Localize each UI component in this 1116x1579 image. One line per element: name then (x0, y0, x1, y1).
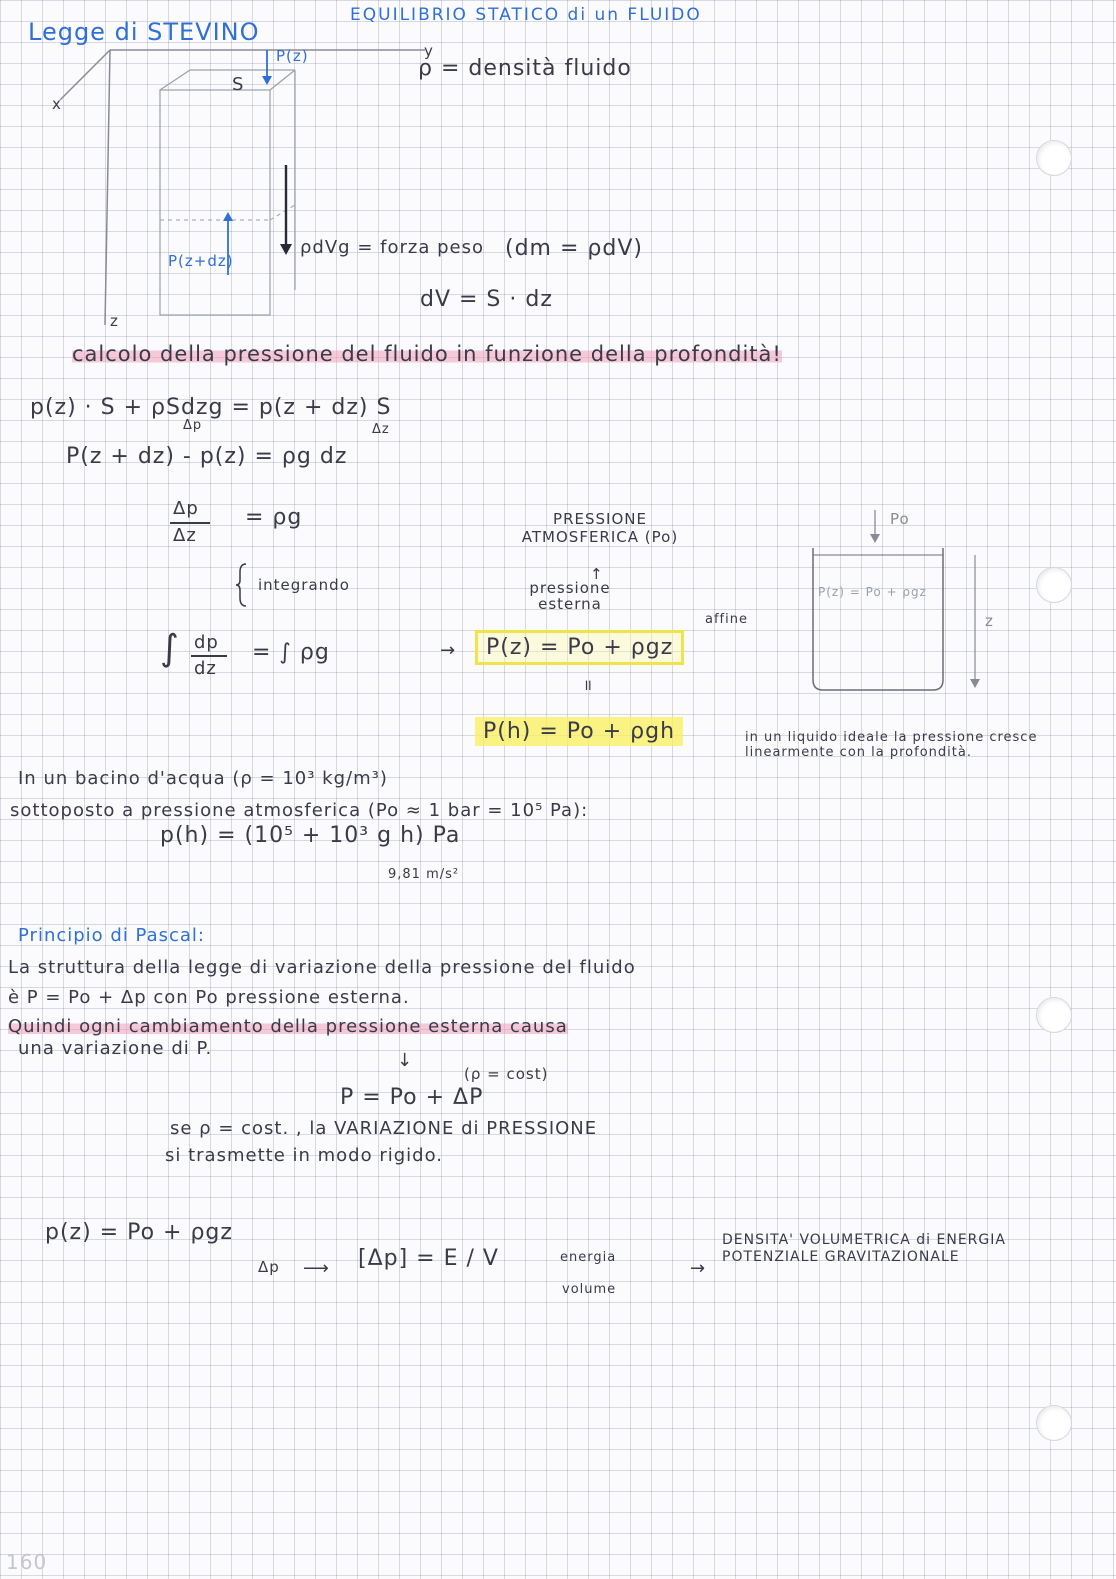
right-arrow-2: → (690, 1258, 707, 1279)
example-line-2: sottoposto a pressione atmosferica (Po ≈ 1 bar = 10⁵ Pa): (10, 800, 589, 821)
integral-fraction-bar (191, 655, 227, 657)
page-number: 160 (6, 1550, 48, 1574)
integral-numerator: dp (194, 632, 219, 653)
example-formula: p(h) = (10⁵ + 10³ g h) Pa (160, 823, 461, 848)
boxed-result: P(z) = Po + ρgz (475, 630, 684, 665)
binder-hole (1036, 1405, 1072, 1441)
fraction-denominator: Δz (173, 525, 197, 546)
pascal-line-1: La struttura della legge di variazione della pressione del fluido (8, 957, 636, 978)
fraction-bar (170, 522, 210, 524)
z-axis-label: z (110, 312, 119, 330)
weight-force: ρdVg = forza peso (300, 237, 484, 258)
down-arrow: ↓ (397, 1050, 414, 1071)
integral-sign: ∫ (160, 628, 180, 669)
external-pressure-note: pressione esterna (529, 579, 611, 613)
atmospheric-pressure: PRESSIONE ATMOSFERICA (Po) (521, 510, 679, 546)
container-pressure-label: P(z) = Po + ρgz (818, 585, 927, 599)
volume-definition: dV = S · dz (420, 287, 553, 312)
result-depth: P(h) = Po + ρgh (475, 717, 683, 746)
pascal-line-4: una variazione di P. (18, 1038, 213, 1059)
container-z: z (985, 612, 994, 630)
integral-denominator: dz (194, 658, 217, 679)
dimensional-analysis: [Δp] = E / V (358, 1246, 499, 1271)
binder-hole (1036, 567, 1072, 603)
equation-force-balance: p(z) · S + ρSdzg = p(z + dz) S (30, 395, 392, 420)
pressure-top-label: P(z) (276, 47, 309, 65)
density-definition: ρ = densità fluido (418, 56, 632, 81)
page-title: Legge di STEVINO (28, 18, 260, 46)
up-arrow: ↑ (590, 565, 604, 583)
pascal-line-5: se ρ = cost. , la VARIAZIONE di PRESSIONE (170, 1118, 598, 1139)
page-subtitle: EQUILIBRIO STATICO di un FLUIDO (350, 5, 702, 25)
energy-density-result: DENSITA' VOLUMETRICA di ENERGIA POTENZIALE GRAVITAZIONALE (722, 1232, 1006, 1265)
pascal-line-6: si trasmette in modo rigido. (165, 1145, 443, 1166)
x-axis-label: x (52, 95, 62, 113)
derivation-heading: calcolo della pressione del fluido in funzione della profondità! (72, 342, 782, 366)
delta-p-mark: Δp (183, 418, 203, 433)
binder-hole (1036, 140, 1072, 176)
integral-rhs: = ∫ ρg (252, 640, 330, 665)
gravity-value: 9,81 m/s² (388, 867, 460, 882)
energy-equation: p(z) = Po + ρgz (45, 1220, 233, 1245)
integrating-note: integrando (258, 576, 350, 594)
container-po: Po (890, 510, 910, 528)
right-arrow-1: ⟶ (303, 1258, 330, 1279)
container-sketch (805, 500, 1005, 700)
volume-label: volume (562, 1282, 617, 1297)
implies-arrow: → (440, 640, 457, 661)
rho-constant: (ρ = cost) (464, 1065, 549, 1083)
fraction-numerator: Δp (173, 498, 199, 519)
delta-p-underbrace: Δp (258, 1258, 280, 1276)
binder-hole (1036, 997, 1072, 1033)
fluid-column-diagram (40, 40, 480, 340)
gradient-result: = ρg (245, 505, 303, 530)
pascal-equation: P = Po + ΔP (340, 1085, 484, 1110)
affine-note: affine (705, 612, 748, 627)
surface-label: S (232, 74, 245, 95)
equation-pressure-difference: P(z + dz) - p(z) = ρg dz (66, 444, 348, 469)
pascal-heading: Principio di Pascal: (18, 925, 206, 946)
pressure-bottom-label: P(z+dz) (168, 252, 234, 270)
pascal-line-2: è P = Po + Δp con Po pressione esterna. (8, 987, 410, 1008)
energy-label: energia (560, 1250, 617, 1265)
brace (236, 562, 250, 608)
y-axis-label: y (424, 42, 434, 60)
example-line-1: In un bacino d'acqua (ρ = 10³ kg/m³) (18, 768, 388, 789)
pascal-line-3: Quindi ogni cambiamento della pressione esterna causa (8, 1016, 568, 1037)
mass-definition: (dm = ρdV) (505, 236, 643, 261)
delta-z-mark: Δz (372, 422, 390, 437)
equivalence-mark: ॥ (583, 676, 593, 694)
ideal-liquid-note: in un liquido ideale la pressione cresce linearmente con la profondità. (745, 730, 1038, 760)
